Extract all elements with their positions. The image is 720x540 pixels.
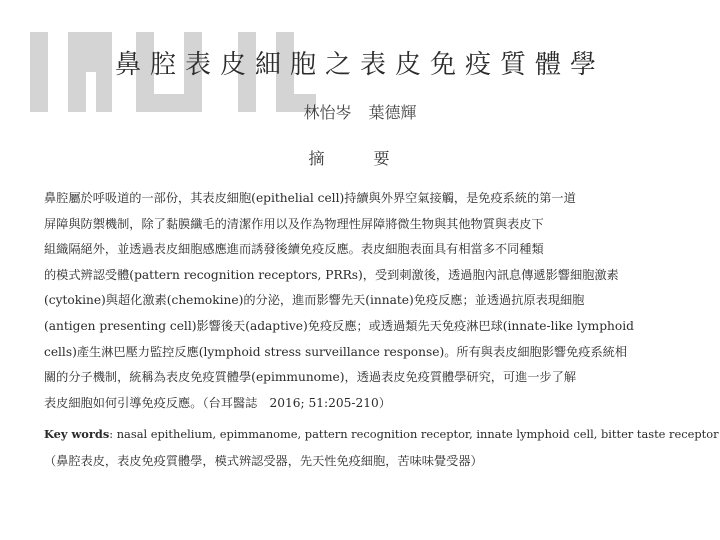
paper-title: 鼻腔表皮細胞之表皮免疫質體學 <box>114 50 605 80</box>
abstract-line: (antigen presenting cell)影響後天(adaptive)免疫反應；或透過類先天免疫淋巴球(innate-like lymphoid <box>44 318 634 333</box>
keywords-english <box>44 426 719 442</box>
keywords-label: Key words <box>44 427 110 441</box>
abstract-line: 表皮細胞如何引導免疫反應。（台耳醫誌 2016; 51:205-210） <box>44 395 391 410</box>
keywords-chinese: （鼻腔表皮，表皮免疫質體學，模式辨認受器，先天性免疫細胞，苦味味覺受器） <box>44 454 483 468</box>
author-name: 林怡岑 <box>303 103 352 122</box>
abstract-line: 鼻腔屬於呼吸道的一部份，其表皮細胞(epithelial cell)持續與外界空氣接觸，是免疫系統的第一道 <box>44 191 576 205</box>
abstract-body <box>44 186 656 416</box>
abstract-line: 關的分子機制，統稱為表皮免疫質體學(epimmunome)，透過表皮免疫質體學研究，可進一步了解 <box>44 370 577 385</box>
abstract-line: 的模式辨認受體(pattern recognition receptors, PRRs)，受到刺激後，透過胞內訊息傳遞影響細胞激素 <box>44 267 619 282</box>
abstract-line: cells)產生淋巴壓力監控反應(lymphoid stress surveillance response)。所有與表皮細胞影響免疫系統相 <box>44 344 628 359</box>
abstract-line: (cytokine)與超化激素(chemokine)的分泌，進而影響先天(innate)免疫反應；並透過抗原表現細胞 <box>44 293 585 308</box>
abstract-line: 組織隔絕外，並透過表皮細胞感應進而誘發後續免疫反應。表皮細胞表面具有相當多不同種類 <box>44 242 544 257</box>
author-list <box>0 100 720 123</box>
keywords-text: : nasal epithelium, epimmanome, pattern recognition receptor, innate lymphoid cell, bitter taste receptor <box>109 427 719 441</box>
abstract-line: 屏障與防禦機制，除了黏膜纖毛的清潔作用以及作為物理性屏障將微生物與其他物質與表皮下 <box>44 216 544 231</box>
abstract-heading: 摘 要 <box>308 149 412 168</box>
author-name: 葉德輝 <box>368 103 417 122</box>
